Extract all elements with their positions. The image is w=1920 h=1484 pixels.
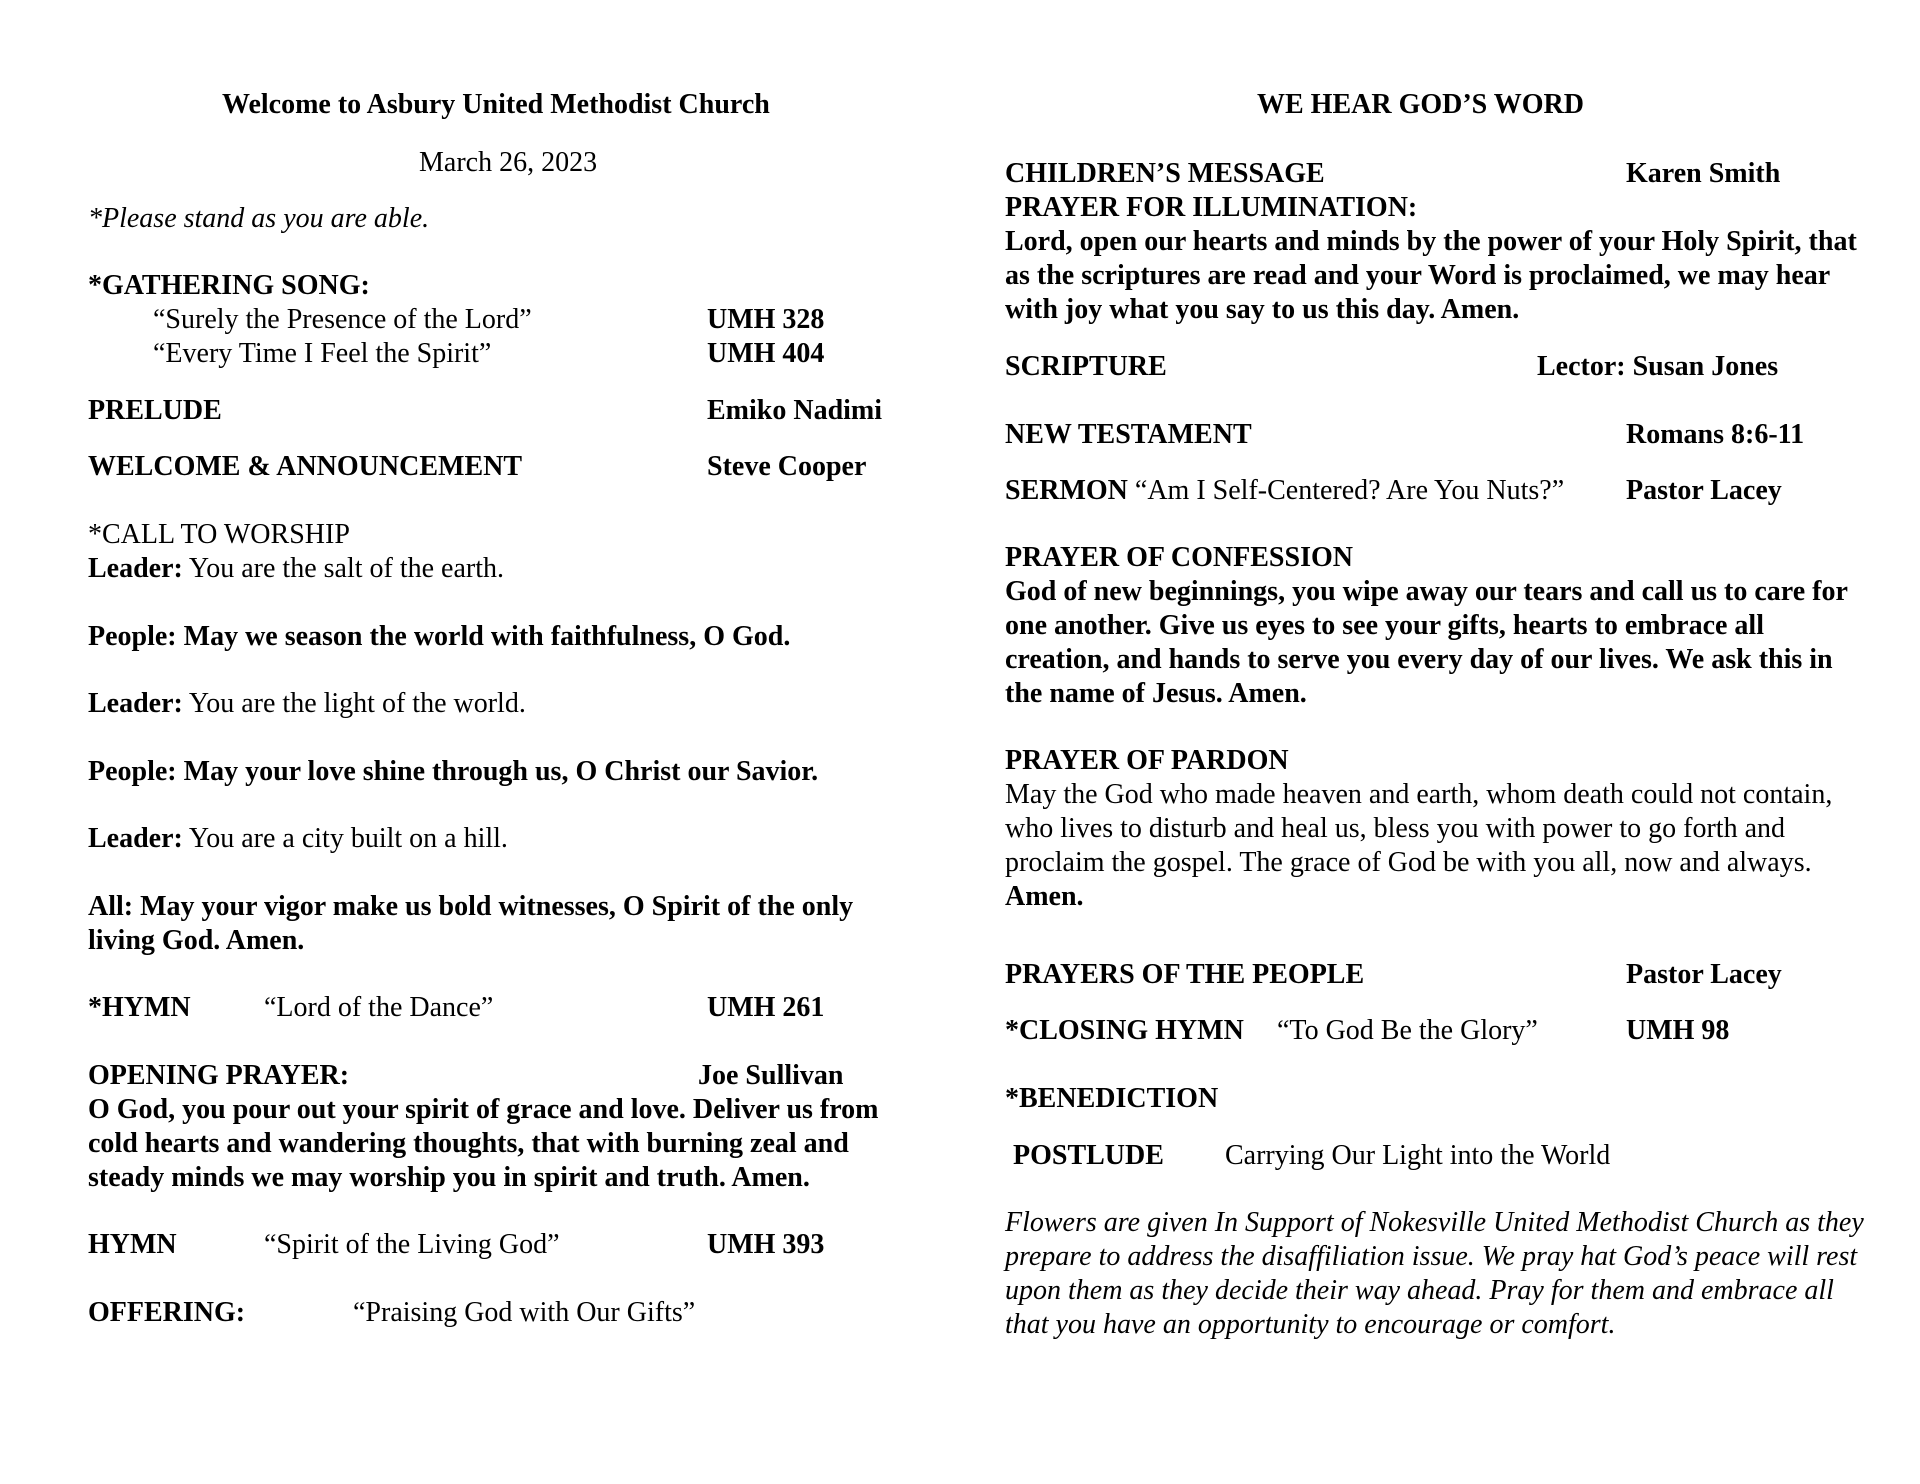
illumination-label: PRAYER FOR ILLUMINATION:: [1005, 192, 1418, 223]
opening-prayer-person: Joe Sullivan: [698, 1060, 844, 1091]
litany-people-line: People: May we season the world with faithfulness, O God.: [88, 621, 791, 652]
welcome-person: Steve Cooper: [707, 451, 867, 482]
flowers-note: Flowers are given In Support of Nokesville United Methodist Church as they prepare to address the disaffiliation issue. We pray hat God’s peace will rest upon them as they decide their way ahead. Pray for them and embrace all that you have an opportunity to encourage or comfort.: [1005, 1207, 1864, 1340]
litany-leader-line: [88, 822, 508, 856]
stand-note: *Please stand as you are able.: [88, 203, 430, 234]
hymn-title: “Spirit of the Living God”: [264, 1229, 560, 1260]
litany-leader-line: [88, 687, 526, 721]
prelude-label: PRELUDE: [88, 395, 222, 426]
gathering-song-title: “Every Time I Feel the Spirit”: [153, 338, 492, 369]
hymn-ref: UMH 393: [707, 1229, 825, 1260]
childrens-message-label: CHILDREN’S MESSAGE: [1005, 158, 1325, 189]
hymn-title: “Lord of the Dance”: [264, 992, 494, 1023]
welcome-label: WELCOME & ANNOUNCEMENT: [88, 451, 523, 482]
litany-leader-line: [88, 552, 504, 586]
leader-label: Leader:: [88, 688, 183, 719]
gathering-song-heading: *GATHERING SONG:: [88, 270, 370, 301]
pardon-body: May the God who made heaven and earth, whom death could not contain, who lives to disturb and heal us, bless you with power to go forth and proclaim the gospel. The grace of God be with you all, now and always.: [1005, 779, 1833, 878]
gathering-song-title: “Surely the Presence of the Lord”: [153, 304, 532, 335]
call-to-worship-heading: *CALL TO WORSHIP: [88, 519, 350, 550]
illumination-text: Lord, open our hearts and minds by the power of your Holy Spirit, that as the scriptures are read and your Word is proclaimed, we may hear with joy what you say to us this day. Amen.: [1005, 226, 1857, 325]
sermon-label: SERMON: [1005, 475, 1128, 506]
left-page-title: Welcome to Asbury United Methodist Church: [222, 89, 770, 120]
leader-label: Leader:: [88, 553, 183, 584]
closing-hymn-title: “To God Be the Glory”: [1277, 1015, 1538, 1046]
leader-text: You are a city built on a hill.: [182, 823, 508, 854]
benediction-label: *BENEDICTION: [1005, 1083, 1219, 1114]
right-page-title: WE HEAR GOD’S WORD: [1257, 89, 1584, 120]
scripture-person: Lector: Susan Jones: [1537, 351, 1779, 382]
gathering-song-ref: UMH 328: [707, 304, 825, 335]
hymn-ref: UMH 261: [707, 992, 825, 1023]
hymn-label: HYMN: [88, 1229, 177, 1260]
sermon-line: [1005, 474, 1564, 508]
litany-people-line: People: May your love shine through us, O Christ our Savior.: [88, 756, 819, 787]
closing-hymn-ref: UMH 98: [1626, 1015, 1730, 1046]
leader-text: You are the salt of the earth.: [182, 553, 504, 584]
service-date: March 26, 2023: [419, 147, 598, 178]
sermon-person: Pastor Lacey: [1626, 475, 1782, 506]
pardon-text: [1005, 778, 1845, 914]
postlude-label: POSTLUDE: [1013, 1140, 1164, 1171]
opening-prayer-label: OPENING PRAYER:: [88, 1060, 350, 1091]
leader-label: Leader:: [88, 823, 183, 854]
new-testament-ref: Romans 8:6-11: [1626, 419, 1805, 450]
confession-label: PRAYER OF CONFESSION: [1005, 542, 1353, 573]
gathering-song-ref: UMH 404: [707, 338, 825, 369]
new-testament-label: NEW TESTAMENT: [1005, 419, 1252, 450]
pardon-label: PRAYER OF PARDON: [1005, 745, 1289, 776]
childrens-message-person: Karen Smith: [1626, 158, 1781, 189]
opening-prayer-text: O God, you pour out your spirit of grace and love. Deliver us from cold hearts and wandering thoughts, that with burning zeal and steady minds we may worship you in spirit and truth. Amen.: [88, 1094, 879, 1193]
hymn-label: *HYMN: [88, 992, 191, 1023]
litany-all-line: All: May your vigor make us bold witnesses, O Spirit of the only living God. Amen.: [88, 891, 854, 956]
prayers-people-person: Pastor Lacey: [1626, 959, 1782, 990]
closing-hymn-label: *CLOSING HYMN: [1005, 1015, 1244, 1046]
postlude-title: Carrying Our Light into the World: [1225, 1140, 1611, 1171]
offering-label: OFFERING:: [88, 1297, 246, 1328]
pardon-amen: Amen.: [1005, 881, 1084, 912]
confession-text: God of new beginnings, you wipe away our tears and call us to care for one another. Give us eyes to see your gifts, hearts to embrace all creation, and hands to serve you every day of our lives. We ask this in the name of Jesus. Amen.: [1005, 576, 1848, 709]
leader-text: You are the light of the world.: [182, 688, 526, 719]
offering-title: “Praising God with Our Gifts”: [353, 1297, 696, 1328]
prayers-people-label: PRAYERS OF THE PEOPLE: [1005, 959, 1365, 990]
sermon-title: “Am I Self-Centered? Are You Nuts?”: [1127, 475, 1565, 506]
prelude-person: Emiko Nadimi: [707, 395, 883, 426]
scripture-label: SCRIPTURE: [1005, 351, 1167, 382]
